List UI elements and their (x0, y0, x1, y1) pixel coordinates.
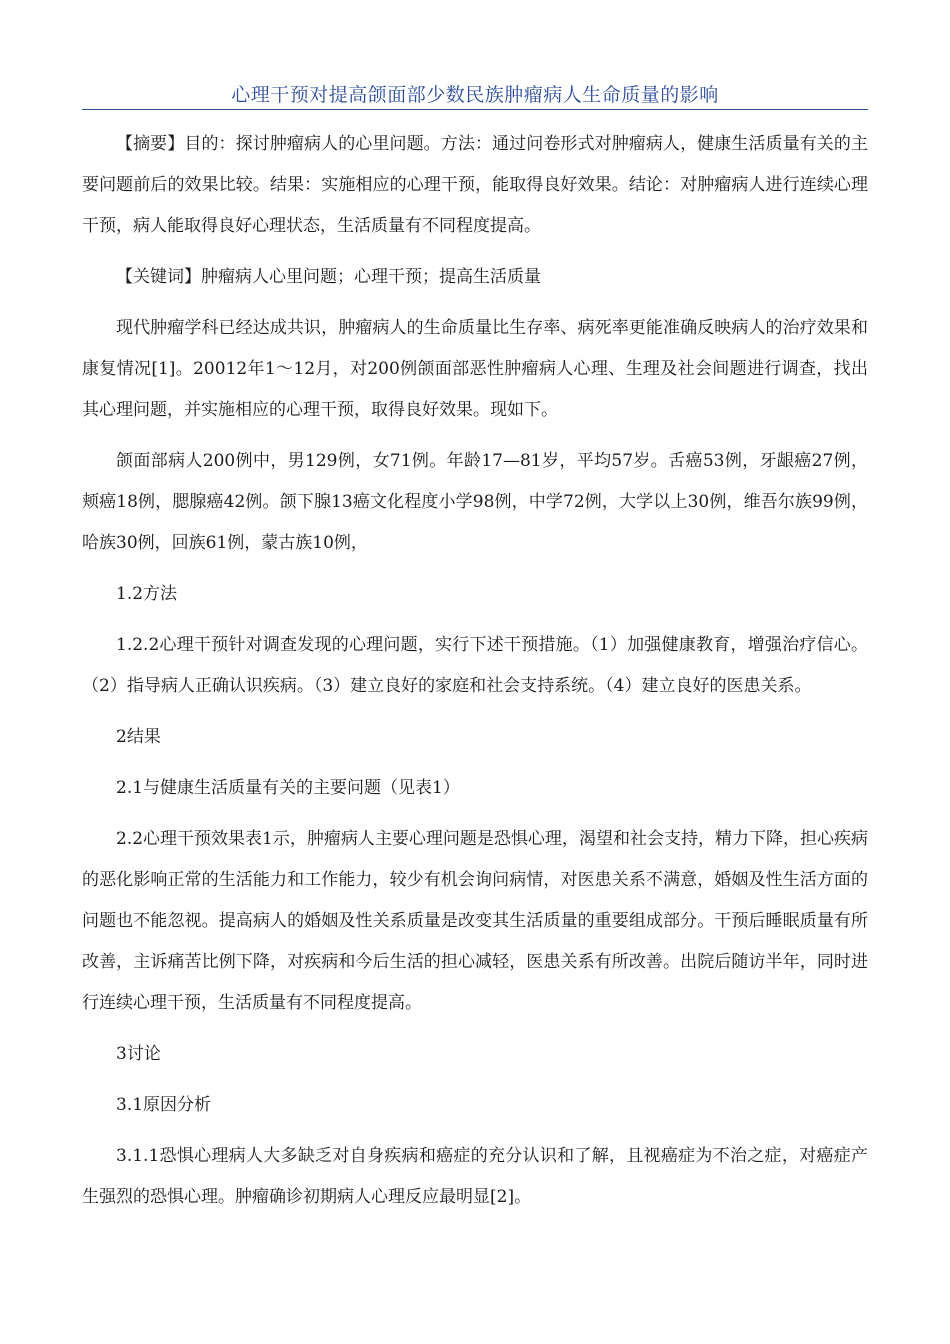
document-title: 心理干预对提高颌面部少数民族肿瘤病人生命质量的影响 (231, 84, 719, 106)
fear-psychology-paragraph: 3.1.1恐惧心理病人大多缺乏对自身疾病和癌症的充分认识和了解，且视癌症为不治之症，对癌症产生强烈的恐惧心理。肿瘤确诊初期病人心理反应最明显[2]。 (82, 1146, 868, 1207)
document-body (82, 124, 868, 1218)
heading-methods: 1.2方法 (116, 584, 178, 604)
abstract-paragraph: 【摘要】目的：探讨肿瘤病人的心里问题。方法：通过问卷形式对肿瘤病人，健康生活质量有关的主要问题前后的效果比较。结果：实施相应的心理干预，能取得良好效果。结论：对肿瘤病人进行连续心理干预，病人能取得良好心理状态，生活质量有不同程度提高。 (82, 134, 868, 236)
title-underline-rule (82, 109, 868, 110)
heading-results-2-1: 2.1与健康生活质量有关的主要问题（见表1） (116, 778, 460, 798)
heading-results: 2结果 (116, 727, 161, 747)
heading-discussion: 3讨论 (116, 1044, 161, 1064)
heading-cause-analysis: 3.1原因分析 (116, 1095, 212, 1115)
keywords-paragraph: 【关键词】肿瘤病人心里问题；心理干预；提高生活质量 (116, 267, 541, 287)
intro-paragraph: 现代肿瘤学科已经达成共识，肿瘤病人的生命质量比生存率、病死率更能准确反映病人的治疗效果和康复情况[1]。20012年1～12月，对200例颌面部恶性肿瘤病人心理、生理及社会间题进行调查，找出其心理问题，并实施相应的心理干预，取得良好效果。现如下。 (82, 318, 868, 420)
patients-paragraph: 颌面部病人200例中，男129例，女71例。年龄17—81岁，平均57岁。舌癌53例，牙龈癌27例，颊癌18例，腮腺癌42例。颌下腺13癌文化程度小学98例，中学72例，大学以上30例，维吾尔族99例，哈族30例，回族61例，蒙古族10例， (82, 451, 868, 553)
interventions-paragraph: 1.2.2心理干预针对调查发现的心理问题，实行下述干预措施。（1）加强健康教育，增强治疗信心。（2）指导病人正确认识疾病。（3）建立良好的家庭和社会支持系统。（4）建立良好的医患关系。 (82, 635, 868, 696)
results-effect-paragraph: 2.2心理干预效果表1示，肿瘤病人主要心理问题是恐惧心理，渴望和社会支持，精力下降，担心疾病的恶化影响正常的生活能力和工作能力，较少有机会询问病情，对医患关系不满意，婚姻及性生活方面的问题也不能忽视。提高病人的婚姻及性关系质量是改变其生活质量的重要组成部分。干预后睡眠质量有所改善，主诉痛苦比例下降，对疾病和今后生活的担心减轻，医患关系有所改善。出院后随访半年，同时进行连续心理干预，生活质量有不同程度提高。 (82, 829, 868, 1013)
